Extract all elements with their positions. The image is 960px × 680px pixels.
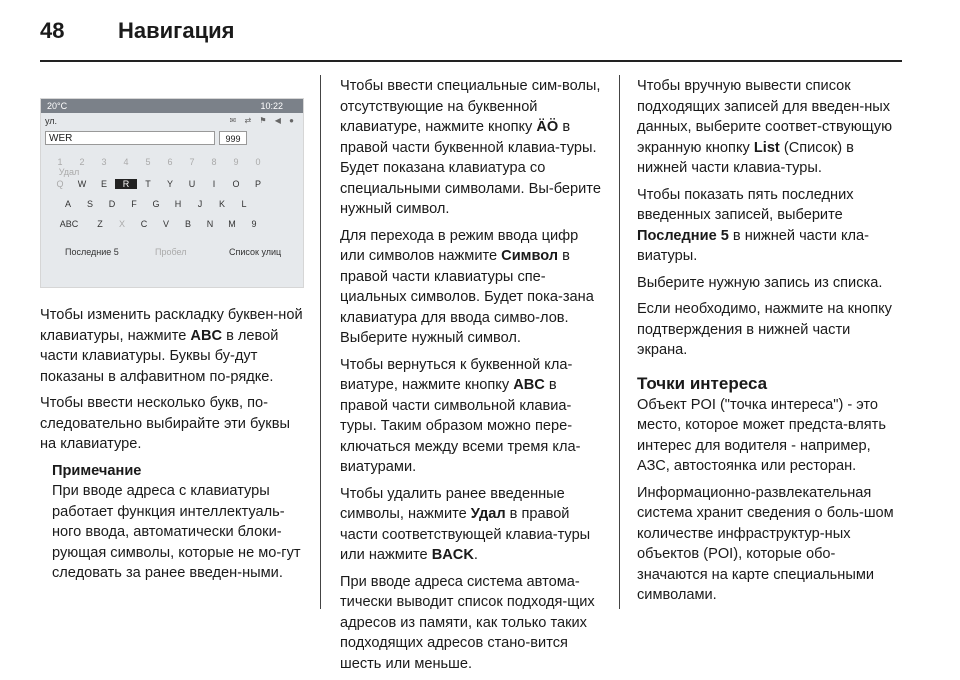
keyboard-key: 5 [145,157,151,167]
keyboard-key: X [118,219,125,229]
text: в правой части клавиатуры спе-циальных символов. Будет пока-зана клавиатура для ввода симво-лов. Выберите нужный символ. [340,248,594,346]
status-icons: ✉ ⇄ ⚑ ◀ ● [229,116,297,125]
text: Чтобы изменить раскладку буквен-ной клавиатуры, нажмите [40,307,303,344]
keyboard-key: C [140,219,148,229]
page-number: 48 [40,18,65,43]
button-ref: ÄÖ [536,119,559,135]
keyboard-key: S [86,199,93,209]
keyboard-key: 0 [255,157,261,167]
paragraph: Чтобы ввести несколько букв, по-следовательно выбирайте эти буквы на клавиатуре. [40,395,290,452]
button-ref: Символ [501,248,559,264]
keyboard-key: N [206,219,214,229]
button-ref: ABC [190,327,223,344]
button-ref: BACK [431,547,474,563]
paragraph: Если необходимо, нажмите на кнопку подтверждения в нижней части экрана. [637,301,892,358]
keyboard-key: 6 [167,157,173,167]
note-block [52,461,310,584]
page-title: Навигация [118,18,235,43]
keyboard-screenshot [40,98,304,288]
keyboard-key: ABC [59,219,79,229]
space-button: Пробел [155,247,187,257]
paragraph: Объект POI ("точка интереса") - это место, которое может предста-влять интерес для водителя - например, АЗС, автостоянка или ресторан. [637,396,886,474]
recent-5-button: Последние 5 [65,247,119,257]
keyboard-key: O [232,179,240,189]
keyboard-row-digits [49,157,303,177]
input-field: WER [45,131,215,145]
text: Чтобы показать пять последних введенных записей, выберите [637,186,854,223]
page-header [40,18,902,58]
keyboard-key: P [254,179,261,189]
button-ref: ABC [513,377,545,393]
keyboard-key: M [228,219,236,229]
button-ref: Последние 5 [637,227,729,244]
street-prefix: ул. [45,116,58,126]
button-ref: List [753,139,780,156]
keyboard-key: D [108,199,116,209]
temperature: 20°C [47,101,68,111]
text: в правой части буквенной клавиа-туры. Будет показана клавиатура со специальными символами. Вы-берите нужный символ. [340,119,601,217]
paragraph: Информационно-развлекательная система хранит сведения о боль-шом количестве инфраструктур-ных объектов (POI), которые обо-значаются на карте специальными символами. [637,484,894,603]
text: (Список) в нижней части клавиа-туры. [637,139,854,176]
keyboard-key: E [100,179,107,189]
keyboard-key: G [152,199,160,209]
keyboard-key: T [145,179,151,189]
keyboard-key: Z [97,219,103,229]
keyboard-key: 9 [251,219,257,229]
paragraph [637,185,903,267]
header-rule [40,60,902,62]
keyboard-key: 7 [189,157,195,167]
paragraph: При вводе адреса система автома-тически выводит список подходя-щих адресов из памяти, как только таких подходящих адресов стано-вится шесть или меньше. [340,573,595,672]
keyboard-key: A [64,199,71,209]
keyboard-key: L [241,199,247,209]
paragraph [637,76,903,179]
keyboard-key: B [184,219,191,229]
button-ref: Удал [470,506,506,522]
text: в правой части символьной клавиа-туры. Таким образом можно пере-ключаться между всеми тремя кла-виатурами. [340,377,581,475]
note-title: Примечание [52,462,142,479]
text: Чтобы удалить ранее введенные символы, нажмите [340,485,565,522]
match-count: 999 [219,131,247,145]
text: Для перехода в режим ввода цифр или символов нажмите [340,227,579,264]
column-divider-1 [320,75,321,609]
keyboard-row-3 [49,219,265,229]
keyboard-row-2 [57,199,255,209]
keyboard-key: V [162,219,169,229]
keyboard-key: W [77,179,87,189]
text: в правой части соответствующей клавиа-туры или нажмите [340,506,591,563]
keyboard-key: 1 [57,157,63,167]
keyboard-key: R [115,179,137,189]
keyboard-key: 3 [101,157,107,167]
keyboard-key: I [212,179,216,189]
keyboard-key: Удал [58,167,80,177]
column-2 [340,76,606,680]
keyboard-key: 8 [211,157,217,167]
clock: 10:22 [260,101,283,111]
keyboard-key: Y [166,179,173,189]
keyboard-key: F [131,199,137,209]
paragraph: Выберите нужную запись из списка. [637,274,883,291]
keyboard-key: K [218,199,225,209]
keyboard-key: J [197,199,203,209]
keyboard-key: 9 [233,157,239,167]
paragraph [40,305,310,387]
column-divider-2 [619,75,620,609]
paragraph [340,355,606,478]
keyboard-key: Q [56,179,64,189]
text: . [473,547,478,563]
text: Чтобы вручную вывести список подходящих записей для введен-ных данных, выберите соответ-ствующую экранную кнопку [637,78,893,156]
text: в нижней части кла-виатуры. [637,227,870,264]
section-heading: Точки интереса [637,373,768,393]
keyboard-key: H [174,199,182,209]
paragraph [340,484,606,566]
keyboard-key: U [188,179,196,189]
text: Чтобы вернуться к буквенной кла-виатуре, нажмите кнопку [340,356,573,393]
note-text: При вводе адреса с клавиатуры работает функция интеллектуаль-ного ввода, автоматически блоки-рующая символы, которые не мо-гут следовать за ранее введен-ными. [52,483,301,581]
column-1 [40,305,310,584]
keyboard-key: 2 [79,157,85,167]
text: Чтобы ввести специальные сим-волы, отсутствующие на буквенной клавиатуре, нажмите кнопку [340,78,601,135]
text: в левой части клавиатуры. Буквы бу-дут показаны в алфавитном по-рядке. [40,327,279,385]
keyboard-row-1 [49,179,269,189]
street-list-button: Список улиц [229,247,282,257]
paragraph [340,76,606,220]
paragraph [340,226,606,349]
screen-status-bar [41,99,303,113]
keyboard-key: 4 [123,157,129,167]
column-3 [637,76,903,612]
